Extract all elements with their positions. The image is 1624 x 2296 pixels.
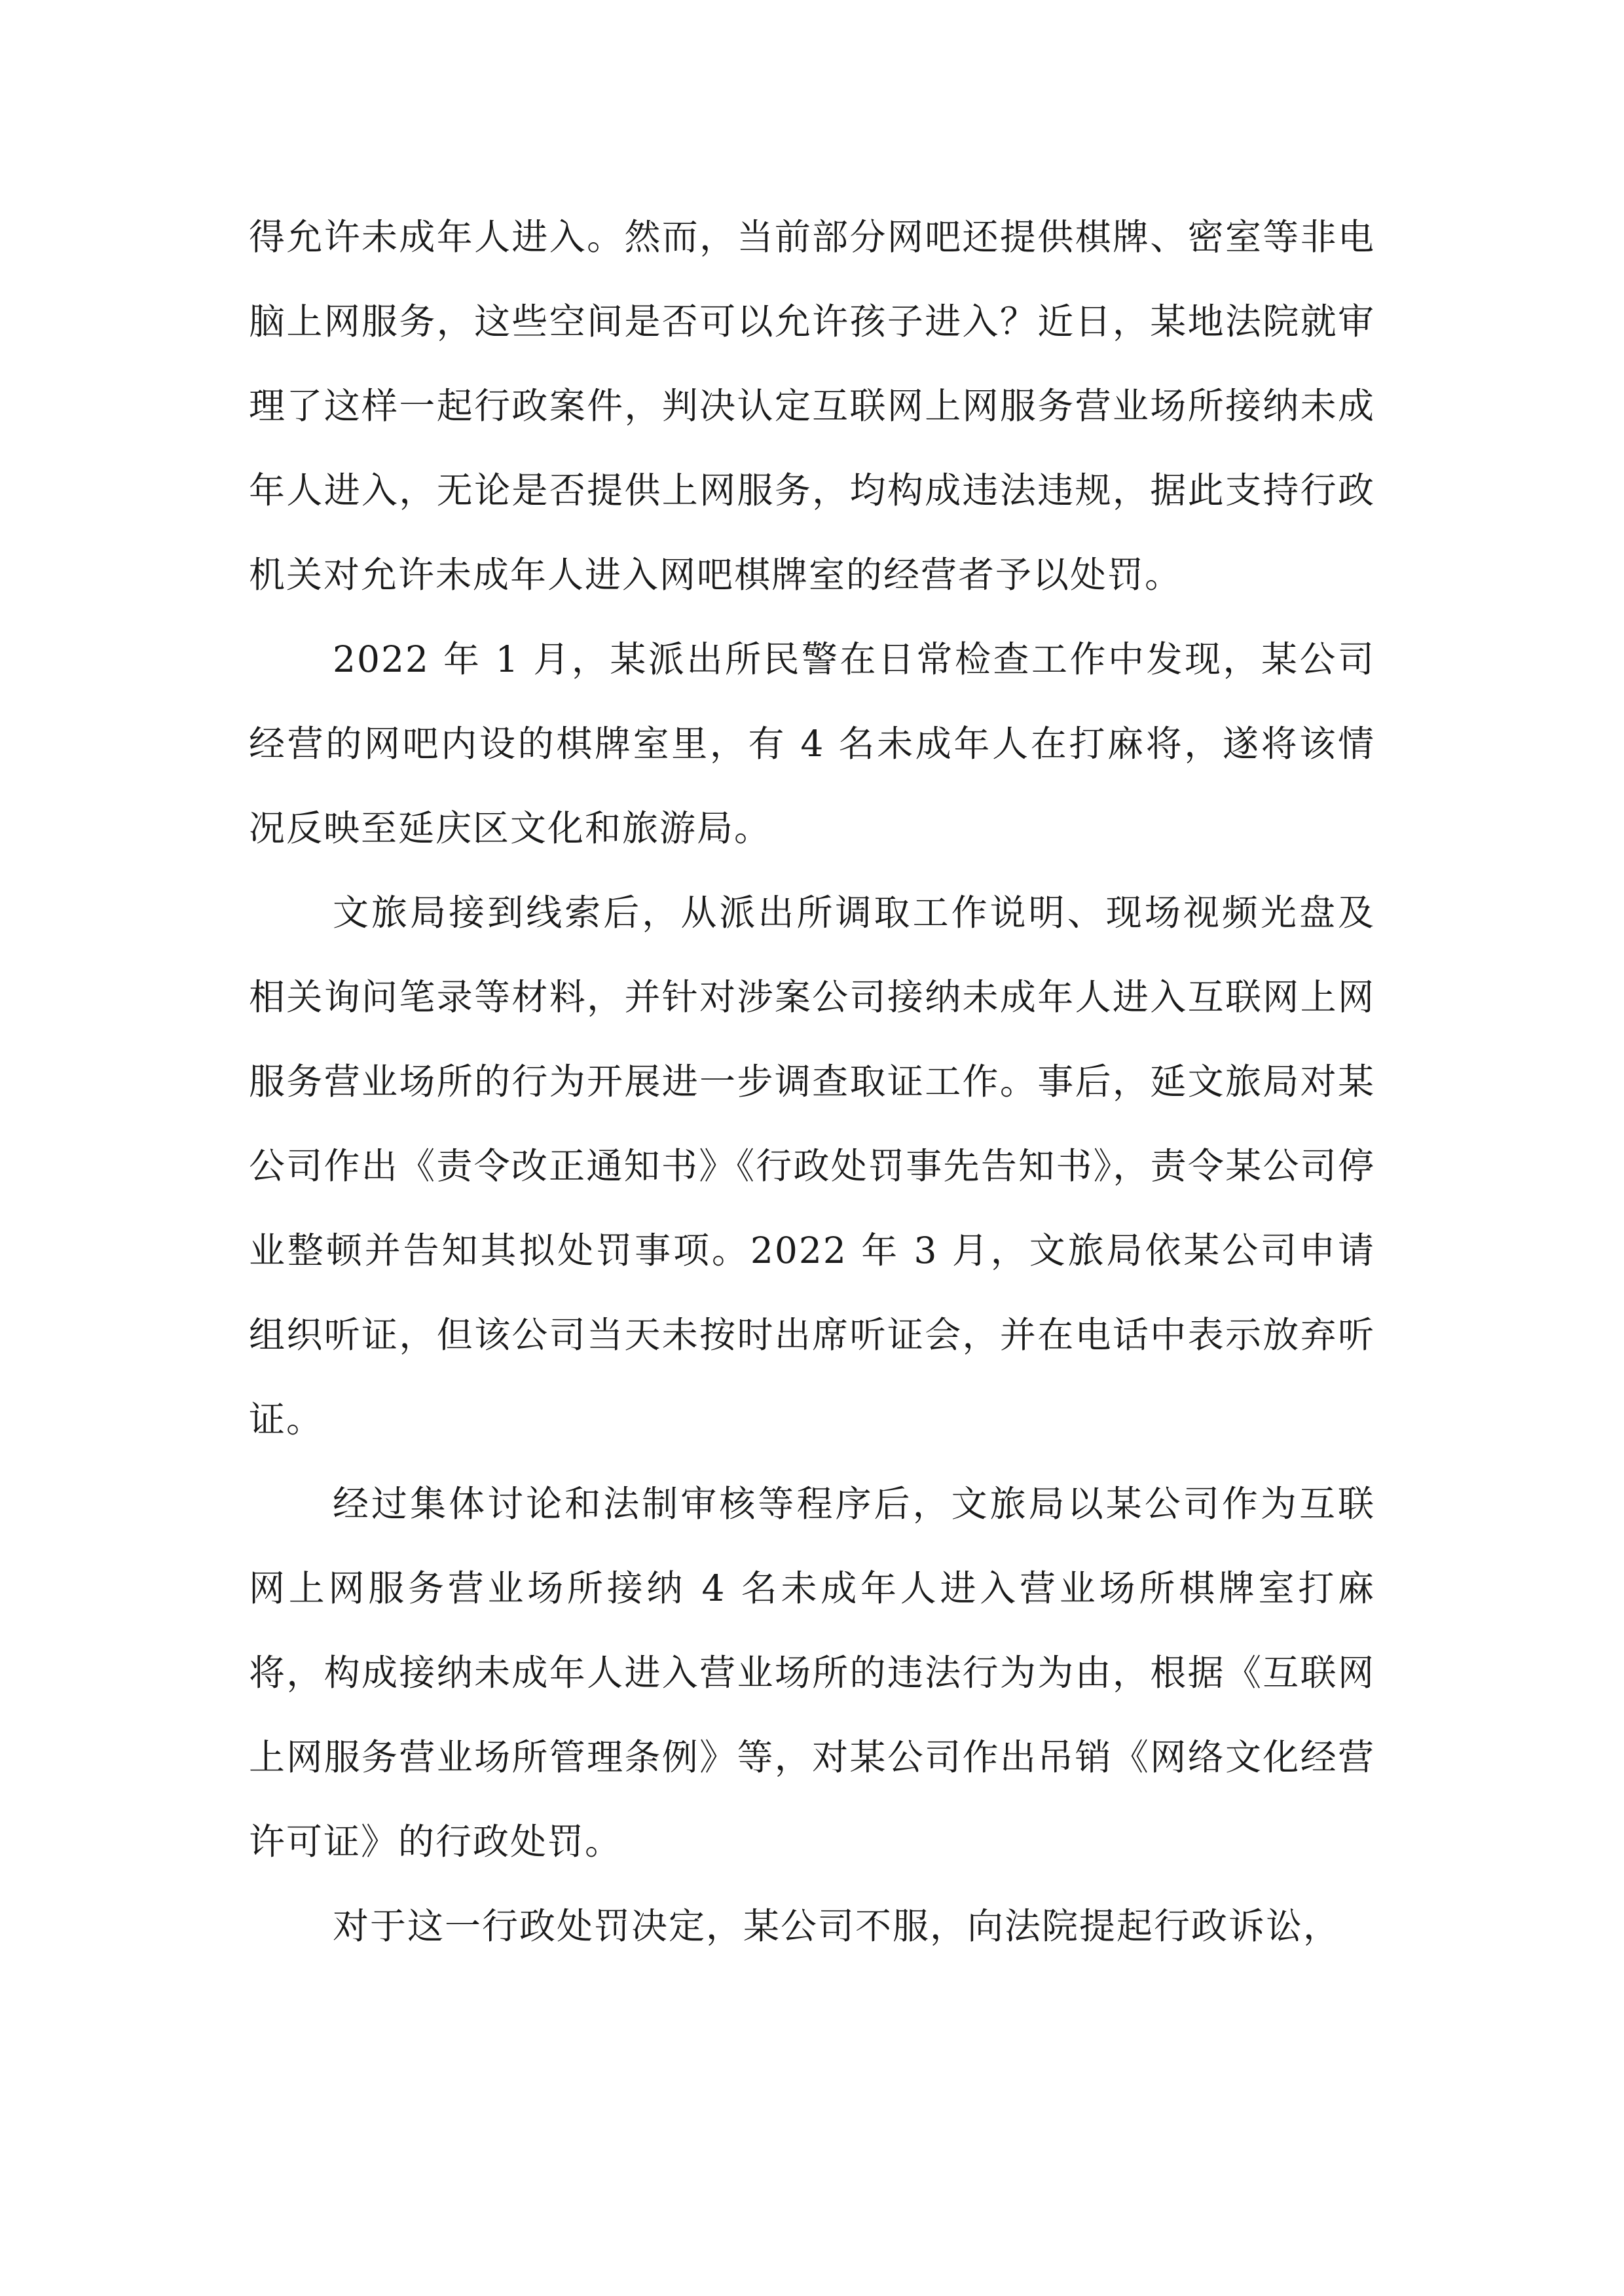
paragraph-investigation: 文旅局接到线索后，从派出所调取工作说明、现场视频光盘及相关询问笔录等材料，并针对涉案公司接纳未成年人进入互联网上网服务营业场所的行为开展进一步调查取证工作。事后，延文旅局对某公司作出《责令改正通知书》《行政处罚事先告知书》，责令某公司停业整顿并告知其拟处罚事项。2022 年 3 月，文旅局依某公司申请组织听证，但该公司当天未按时出席听证会，并在电话中表示放弃听证。 [249, 892, 1375, 1440]
paragraph-lawsuit: 对于这一行政处罚决定，某公司不服，向法院提起行政诉讼， [333, 1905, 1341, 1947]
paragraph-continuation: 得允许未成年人进入。然而，当前部分网吧还提供棋牌、密室等非电脑上网服务，这些空间是否可以允许孩子进入？近日，某地法院就审理了这样一起行政案件，判决认定互联网上网服务营业场所接纳未成年人进入，无论是否提供上网服务，均构成违法违规，据此支持行政机关对允许未成年人进入网吧棋牌室的经营者予以处罚。 [249, 216, 1375, 596]
body-text [249, 195, 1375, 1969]
paragraph-penalty-decision: 经过集体讨论和法制审核等程序后，文旅局以某公司作为互联网上网服务营业场所接纳 4 名未成年人进入营业场所棋牌室打麻将，构成接纳未成年人进入营业场所的违法行为为由，根据《互联网上网服务营业场所管理条例》等，对某公司作出吊销《网络文化经营许可证》的行政处罚。 [249, 1483, 1375, 1863]
paragraph-police-discovery: 2022 年 1 月，某派出所民警在日常检查工作中发现，某公司经营的网吧内设的棋牌室里，有 4 名未成年人在打麻将，遂将该情况反映至延庆区文化和旅游局。 [249, 638, 1375, 849]
